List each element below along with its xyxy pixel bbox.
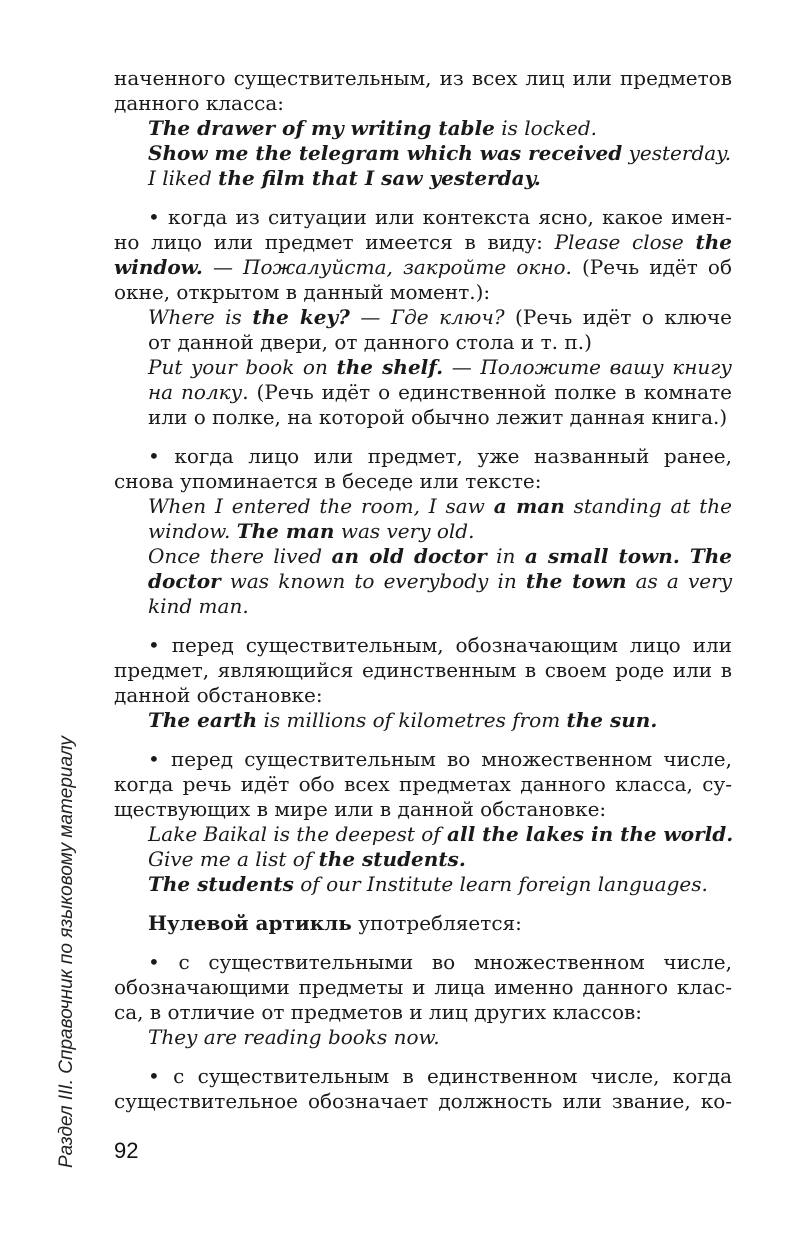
example-line: The earth is millions of kilometres from the sun. — [148, 708, 658, 732]
example-line: от данной двери, от данного стола и т. п.) — [148, 330, 592, 354]
example-line: kind man. — [148, 594, 249, 618]
bullet-line: • когда лицо или предмет, уже названный ранее, — [148, 444, 732, 468]
bullet-line: • перед существительным, обозначающим лицо или — [148, 633, 732, 657]
text-line: снова упоминается в беседе или тексте: — [114, 469, 542, 493]
text-line: наченного существительным, из всех лиц или предметов — [114, 66, 732, 90]
bullet-line: • с существительным в единственном числе, когда — [148, 1064, 732, 1088]
text-line: ществующих в мире или в данной обстановке: — [114, 797, 607, 821]
text-line: окне, открытом в данный момент.): — [114, 280, 491, 304]
example-line: When I entered the room, I saw a man standing at the — [148, 494, 732, 518]
text-line: данного класса: — [114, 91, 285, 115]
example-line: Lake Baikal is the deepest of all the lakes in the world. — [148, 822, 734, 846]
text-line: данной обстановке: — [114, 683, 323, 707]
side-caption: Раздел III. Справочник по языковому материалу — [56, 736, 77, 1168]
example-line: I liked the film that I saw yesterday. — [148, 166, 541, 190]
text-line: когда речь идёт обо всех предметах данного класса, су- — [114, 772, 732, 796]
example-line: Once there lived an old doctor in a small town. The — [148, 544, 732, 568]
example-line: doctor was known to everybody in the town as a very — [148, 569, 732, 593]
section-heading: Нулевой артикль употребляется: — [148, 911, 522, 935]
example-line: The students of our Institute learn foreign languages. — [148, 872, 708, 896]
page-number: 92 — [114, 1138, 139, 1163]
text-line: но лицо или предмет имеется в виду: Please close the — [114, 230, 733, 254]
example-line: или о полке, на которой обычно лежит данная книга.) — [148, 405, 728, 429]
example-line: Where is the key? — Где ключ? (Речь идёт о ключе — [148, 305, 733, 329]
example-line: window. The man was very old. — [148, 519, 475, 543]
bullet-line: • перед существительным во множественном числе, — [148, 747, 732, 771]
example-line: Show me the telegram which was received yesterday. — [148, 141, 732, 165]
page-body — [114, 66, 732, 1114]
example-line: They are reading books now. — [148, 1025, 440, 1049]
example-line: Give me a list of the students. — [148, 847, 466, 871]
bullet-line: • с существительными во множественном числе, — [148, 950, 732, 974]
text-line: обозначающими предметы и лица именно данного клас- — [114, 975, 732, 999]
text-line: существительное обозначает должность или звание, ко- — [114, 1089, 732, 1113]
bullet-line: • когда из ситуации или контекста ясно, какое имен- — [148, 205, 732, 229]
text-line: window. — Пожалуйста, закройте окно. (Речь идёт об — [114, 255, 732, 279]
example-line: Put your book on the shelf. — Положите вашу книгу — [148, 355, 732, 379]
example-line: The drawer of my writing table is locked. — [148, 116, 598, 140]
text-line: са, в отличие от предметов и лиц других классов: — [114, 1000, 643, 1024]
text-line: предмет, являющийся единственным в своем роде или в — [114, 658, 732, 682]
example-line: на полку. (Речь идёт о единственной полке в комнате — [148, 380, 733, 404]
